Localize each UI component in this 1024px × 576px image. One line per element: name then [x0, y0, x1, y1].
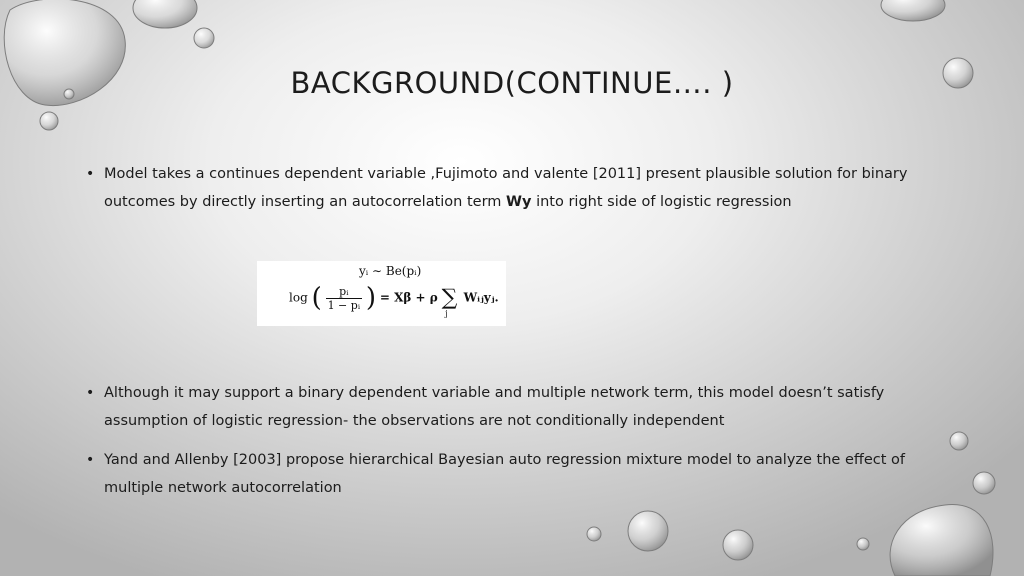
formula-log: log: [289, 290, 308, 305]
bullet-list-bottom-2: [84, 446, 964, 502]
bullet-item-1: [84, 160, 944, 216]
formula-denominator: 1 − pᵢ: [327, 298, 361, 312]
bullet-1-text-pre: Model takes a continues dependent variable ,Fujimoto and valente [2011] present plausible solution for binary outcomes by directly inserting an autocorrelation term: [104, 166, 908, 210]
drop-top-right: [881, 0, 945, 21]
drop-bottom-2: [587, 527, 601, 541]
formula-sum-index: j: [445, 308, 448, 318]
drop-right-3: [973, 472, 995, 494]
formula-paren-close: ): [365, 283, 377, 313]
drop-bottom-4: [857, 538, 869, 550]
drop-bottom-1: [628, 511, 668, 551]
formula-fraction: [326, 285, 362, 312]
bullet-list-top: [84, 160, 944, 216]
formula-rhs: = Xβ + ρ: [379, 290, 438, 305]
formula-image: [257, 261, 506, 326]
bullet-item-3: • Yand and Allenby [2003] propose hierarchical Bayesian auto regression mixture model to analyze the effect of multiple network autocorrelation: [84, 446, 964, 502]
drop-small-3: [40, 112, 58, 130]
formula-line-2: [289, 283, 499, 318]
formula-sum-symbol: ∑: [441, 285, 458, 311]
drop-top-left-2: [133, 0, 197, 28]
drop-small-1: [194, 28, 214, 48]
drop-bottom-3: [723, 530, 753, 560]
slide-title: BACKGROUND(CONTINUE…. ): [290, 66, 734, 100]
formula-numerator: pᵢ: [326, 285, 362, 299]
bullet-1-bold-term: Wy: [506, 194, 532, 210]
formula-paren-open: (: [311, 283, 322, 313]
bullet-item-2: • Although it may support a binary dependent variable and multiple network term, this model doesn’t satisfy assumption of logistic regression- the observations are not conditionally independent: [84, 379, 964, 435]
bullet-list-bottom-1: [84, 379, 964, 435]
bullet-1-text-post: into right side of logistic regression: [531, 194, 792, 210]
drop-bottom-right-large: [890, 505, 993, 576]
formula-line-1: yᵢ ∼ Be(pᵢ): [359, 264, 422, 278]
formula-term: Wᵢⱼyⱼ.: [463, 290, 499, 305]
